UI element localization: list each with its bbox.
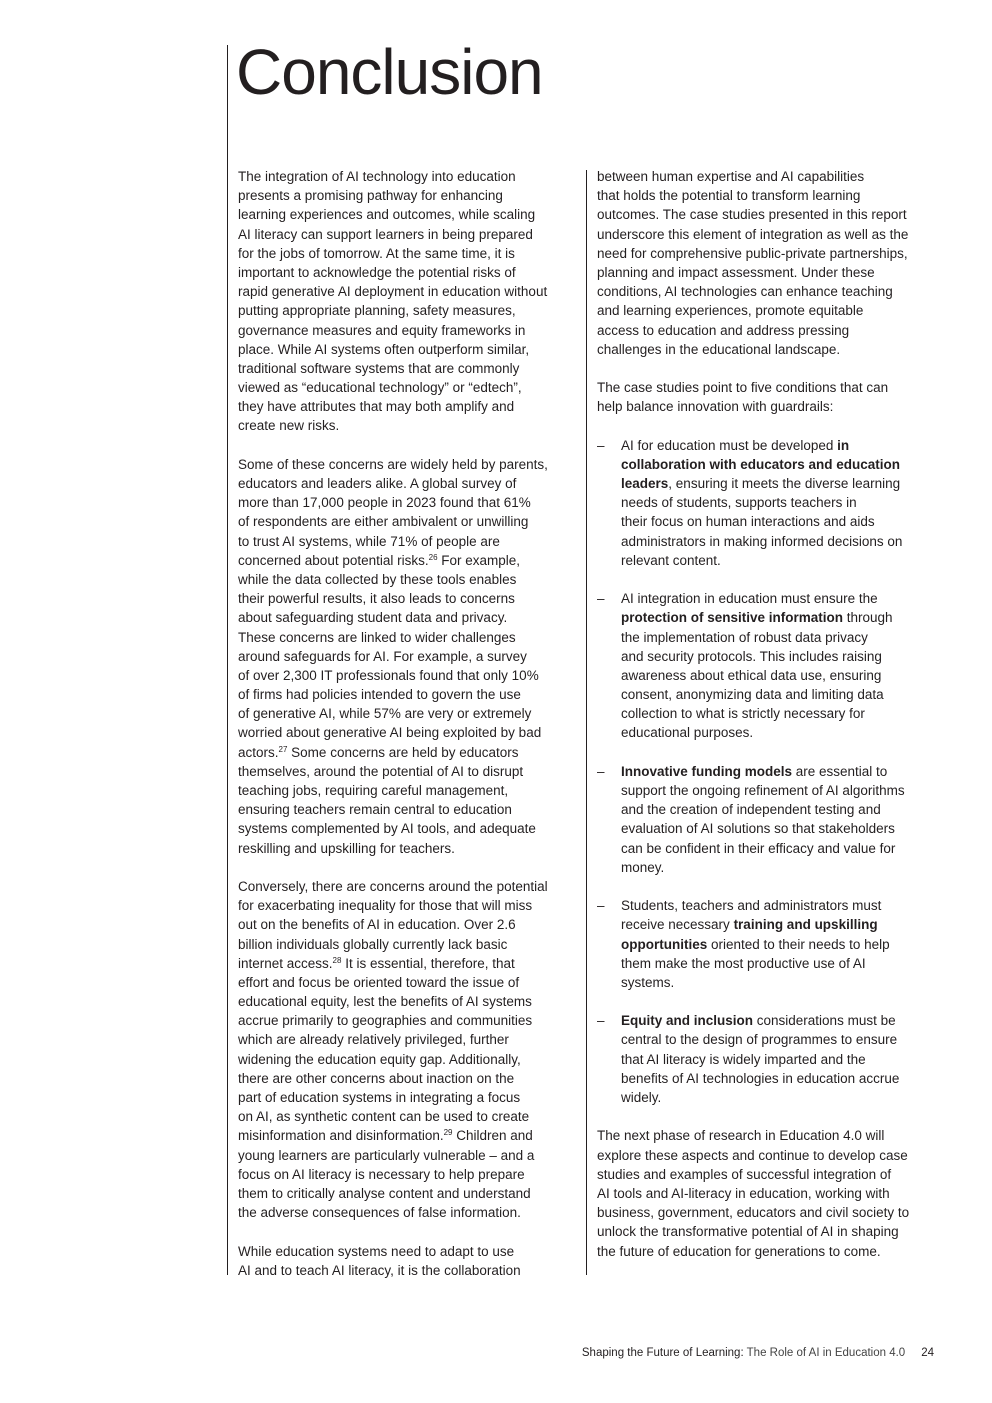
text-line — [621, 915, 909, 934]
text-line: evaluation of AI solutions so that stakeholders — [621, 821, 895, 837]
text-line: effort and focus be oriented toward the issue of — [238, 974, 520, 990]
bullet-item — [597, 762, 909, 877]
text-line: These concerns are linked to wider challenges — [238, 629, 516, 645]
text-line: ensuring teachers remain central to education — [238, 802, 512, 818]
text-line: and learning experiences, promote equitable — [597, 303, 864, 319]
text-line: support the ongoing refinement of AI algorithms — [621, 783, 905, 798]
text-line: AI literacy can support learners in being prepared — [238, 226, 533, 242]
text-line: around safeguards for AI. For example, a survey — [238, 648, 527, 664]
text-line: conditions, AI technologies can enhance teaching — [597, 284, 893, 300]
text-line: the future of education for generations to come. — [597, 1243, 881, 1259]
title-rule — [227, 45, 228, 1275]
text-line: governance measures and equity frameworks in — [238, 322, 526, 338]
bold-text: collaboration with educators and education — [621, 456, 901, 472]
footnote-ref: 29 — [443, 1128, 453, 1138]
footnote-ref: 26 — [428, 552, 438, 562]
text-span: are essential to — [792, 763, 888, 779]
text-line: needs of students, supports teachers in — [621, 495, 857, 511]
text-span: through — [843, 610, 893, 626]
bullet-item — [597, 589, 909, 743]
text-line — [621, 762, 909, 781]
text-line: about safeguarding student data and privacy. — [238, 610, 508, 626]
text-line: administrators in making informed decisions on — [621, 533, 903, 549]
text-line: educational equity, lest the benefits of AI systems — [238, 994, 532, 1010]
text-line: studies and examples of successful integration of — [597, 1166, 892, 1182]
text-line: and the creation of independent testing and — [621, 802, 881, 818]
text-line: reskilling and upskilling for teachers. — [238, 840, 455, 856]
bullet-dash-icon: – — [597, 898, 605, 914]
text-line: putting appropriate planning, safety measures, — [238, 303, 516, 319]
text-line: teaching jobs, requiring careful management, — [238, 783, 509, 798]
bullet-dash-icon: – — [597, 591, 605, 607]
text-line: which are already relatively privileged, further — [238, 1032, 509, 1048]
text-line: planning and impact assessment. Under these — [597, 264, 875, 280]
text-line: part of education systems in integrating a focus — [238, 1090, 521, 1105]
page-title: Conclusion — [236, 36, 543, 108]
text-line: their powerful results, it also leads to concerns — [238, 591, 515, 607]
text-line: young learners are particularly vulnerable – and a — [238, 1147, 535, 1163]
bullet-dash-icon: – — [597, 1013, 605, 1029]
bold-text: Innovative funding models — [621, 763, 793, 779]
footer-report-subtitle: The Role of AI in Education 4.0 — [743, 1347, 906, 1359]
text-line: between human expertise and AI capabilities — [597, 169, 865, 184]
bullet-item — [597, 436, 909, 570]
text-span: AI for education must be developed — [621, 437, 838, 453]
text-line: for exacerbating inequality for those that will miss — [238, 898, 533, 914]
text-line: them make the most productive use of AI — [621, 955, 866, 971]
text-line: money. — [621, 859, 665, 875]
text-span: considerations must be — [753, 1013, 896, 1029]
text-line: they have attributes that may both amplify and — [238, 399, 515, 415]
text-line: Students, teachers and administrators must — [621, 898, 882, 914]
bold-text: opportunities — [621, 936, 708, 952]
text-line: systems complemented by AI tools, and adequate — [238, 821, 536, 837]
footnote-ref: 28 — [332, 955, 342, 965]
text-line: and security protocols. This includes raising — [621, 648, 882, 664]
text-line: AI and to teach AI literacy, it is the collaboration — [238, 1262, 521, 1278]
text-line — [621, 436, 909, 455]
bold-text: training and upskilling — [733, 917, 878, 933]
text-span: oriented to their needs to help — [707, 936, 890, 952]
text-line: outcomes. The case studies presented in this report — [597, 207, 907, 223]
text-line: Conversely, there are concerns around the potential — [238, 878, 548, 894]
text-line: more than 17,000 people in 2023 found that 61% — [238, 495, 531, 511]
text-line: help balance innovation with guardrails: — [597, 399, 834, 415]
text-line: important to acknowledge the potential risks of — [238, 264, 516, 280]
text-span: For example, — [437, 552, 521, 568]
text-line: awareness about ethical data use, ensuring — [621, 667, 882, 683]
text-line: collection to what is strictly necessary for — [621, 706, 865, 722]
text-line — [238, 1126, 548, 1145]
text-line: The case studies point to five conditions that can — [597, 380, 889, 396]
text-line: AI tools and AI-literacy in education, working with — [597, 1185, 890, 1201]
text-line: The next phase of research in Education 4.0 will — [597, 1128, 885, 1144]
text-span: concerned about potential risks. — [238, 552, 429, 568]
text-line: out on the benefits of AI in education. Over 2.6 — [238, 917, 516, 933]
text-line: to trust AI systems, while 71% of people are — [238, 533, 500, 549]
text-line: create new risks. — [238, 418, 340, 434]
right-column — [597, 167, 909, 1280]
bold-text: leaders — [621, 476, 669, 491]
footer-report-title: Shaping the Future of Learning: — [581, 1347, 744, 1359]
text-span: It is essential, therefore, that — [341, 955, 515, 971]
paragraph — [238, 455, 548, 858]
text-line: consent, anonymizing data and limiting data — [621, 687, 884, 703]
text-line: can be confident in their efficacy and value for — [621, 840, 896, 856]
bold-text: in — [837, 437, 850, 453]
text-line: AI integration in education must ensure the — [621, 591, 878, 607]
text-line: place. While AI systems often outperform similar, — [238, 341, 530, 357]
paragraph — [597, 167, 909, 359]
text-line: unlock the transformative potential of AI in shaping — [597, 1224, 899, 1240]
text-line: traditional software systems that are commonly — [238, 360, 520, 376]
text-line: explore these aspects and continue to develop case — [597, 1147, 908, 1163]
paragraph — [238, 1242, 548, 1280]
text-line: access to education and address pressing — [597, 322, 850, 338]
text-line: The integration of AI technology into education — [238, 169, 516, 184]
text-line: billion individuals globally currently lack basic — [238, 936, 508, 952]
text-span: misinformation and disinformation. — [238, 1128, 444, 1144]
text-line: learning experiences and outcomes, while scaling — [238, 207, 536, 223]
text-span: Children and — [452, 1128, 533, 1144]
text-span: Some concerns are held by educators — [287, 744, 519, 760]
text-line: the adverse consequences of false information. — [238, 1205, 521, 1221]
text-line: underscore this element of integration as well as the — [597, 226, 909, 242]
text-line: for the jobs of tomorrow. At the same time, it is — [238, 245, 515, 261]
text-line — [621, 935, 909, 954]
text-line: worried about generative AI being exploited by bad — [238, 725, 542, 741]
bold-text: protection of sensitive information — [621, 610, 844, 626]
column-divider — [586, 170, 587, 1275]
text-span: receive necessary — [621, 917, 734, 933]
text-line: them to critically analyse content and understand — [238, 1185, 531, 1201]
text-line — [238, 954, 548, 973]
text-line: While education systems need to adapt to use — [238, 1243, 515, 1259]
text-line: educators and leaders alike. A global survey of — [238, 476, 517, 491]
bullet-dash-icon: – — [597, 763, 605, 779]
text-line: need for comprehensive public-private partnerships, — [597, 245, 908, 261]
text-span: actors. — [238, 744, 279, 760]
text-line: that AI literacy is widely imparted and the — [621, 1051, 866, 1067]
text-line — [621, 455, 909, 474]
text-line: Some of these concerns are widely held by parents, — [238, 456, 548, 472]
text-line: central to the design of programmes to ensure — [621, 1032, 898, 1048]
text-line: that holds the potential to transform learning — [597, 188, 861, 204]
left-column — [238, 167, 548, 1299]
text-span: , ensuring it meets the diverse learning — [668, 476, 901, 491]
text-line: of firms had policies intended to govern the use — [238, 687, 521, 703]
footnote-ref: 27 — [278, 744, 288, 754]
text-line — [621, 474, 909, 493]
bullet-item — [597, 1011, 909, 1107]
paragraph — [238, 167, 548, 436]
text-line: accrue primarily to geographies and communities — [238, 1013, 533, 1029]
text-line — [238, 551, 548, 570]
bullet-dash-icon: – — [597, 437, 605, 453]
text-line: there are other concerns about inaction on the — [238, 1070, 515, 1086]
text-line: focus on AI literacy is necessary to help prepare — [238, 1166, 525, 1182]
bold-text: Equity and inclusion — [621, 1013, 754, 1029]
bullet-item — [597, 896, 909, 992]
paragraph — [597, 378, 909, 416]
text-line: educational purposes. — [621, 725, 754, 741]
text-line: of over 2,300 IT professionals found that only 10% — [238, 667, 539, 683]
text-line: of generative AI, while 57% are very or extremely — [238, 706, 532, 722]
text-line: while the data collected by these tools enables — [238, 571, 517, 587]
paragraph — [238, 877, 548, 1222]
text-line: presents a promising pathway for enhancing — [238, 188, 503, 204]
text-line: systems. — [621, 974, 675, 990]
text-line: business, government, educators and civil society to — [597, 1205, 910, 1221]
text-line — [621, 608, 909, 627]
page-footer — [582, 1347, 934, 1359]
text-line: on AI, as synthetic content can be used to create — [238, 1109, 530, 1125]
text-line: relevant content. — [621, 552, 721, 568]
text-line: widening the education equity gap. Additionally, — [238, 1051, 521, 1067]
text-line: of respondents are either ambivalent or unwilling — [238, 514, 529, 530]
text-line: rapid generative AI deployment in education without — [238, 284, 548, 300]
text-line: widely. — [621, 1090, 662, 1105]
text-line — [238, 743, 548, 762]
text-line: themselves, around the potential of AI to disrupt — [238, 763, 524, 779]
text-line: the implementation of robust data privacy — [621, 629, 868, 645]
text-line: benefits of AI technologies in education accrue — [621, 1070, 900, 1086]
text-span: internet access. — [238, 955, 333, 971]
text-line — [621, 1011, 909, 1030]
text-line: viewed as “educational technology” or “edtech”, — [238, 380, 522, 396]
page-number: 24 — [921, 1347, 934, 1359]
paragraph — [597, 1126, 909, 1260]
text-line: challenges in the educational landscape. — [597, 341, 841, 357]
text-line: their focus on human interactions and aids — [621, 514, 875, 530]
